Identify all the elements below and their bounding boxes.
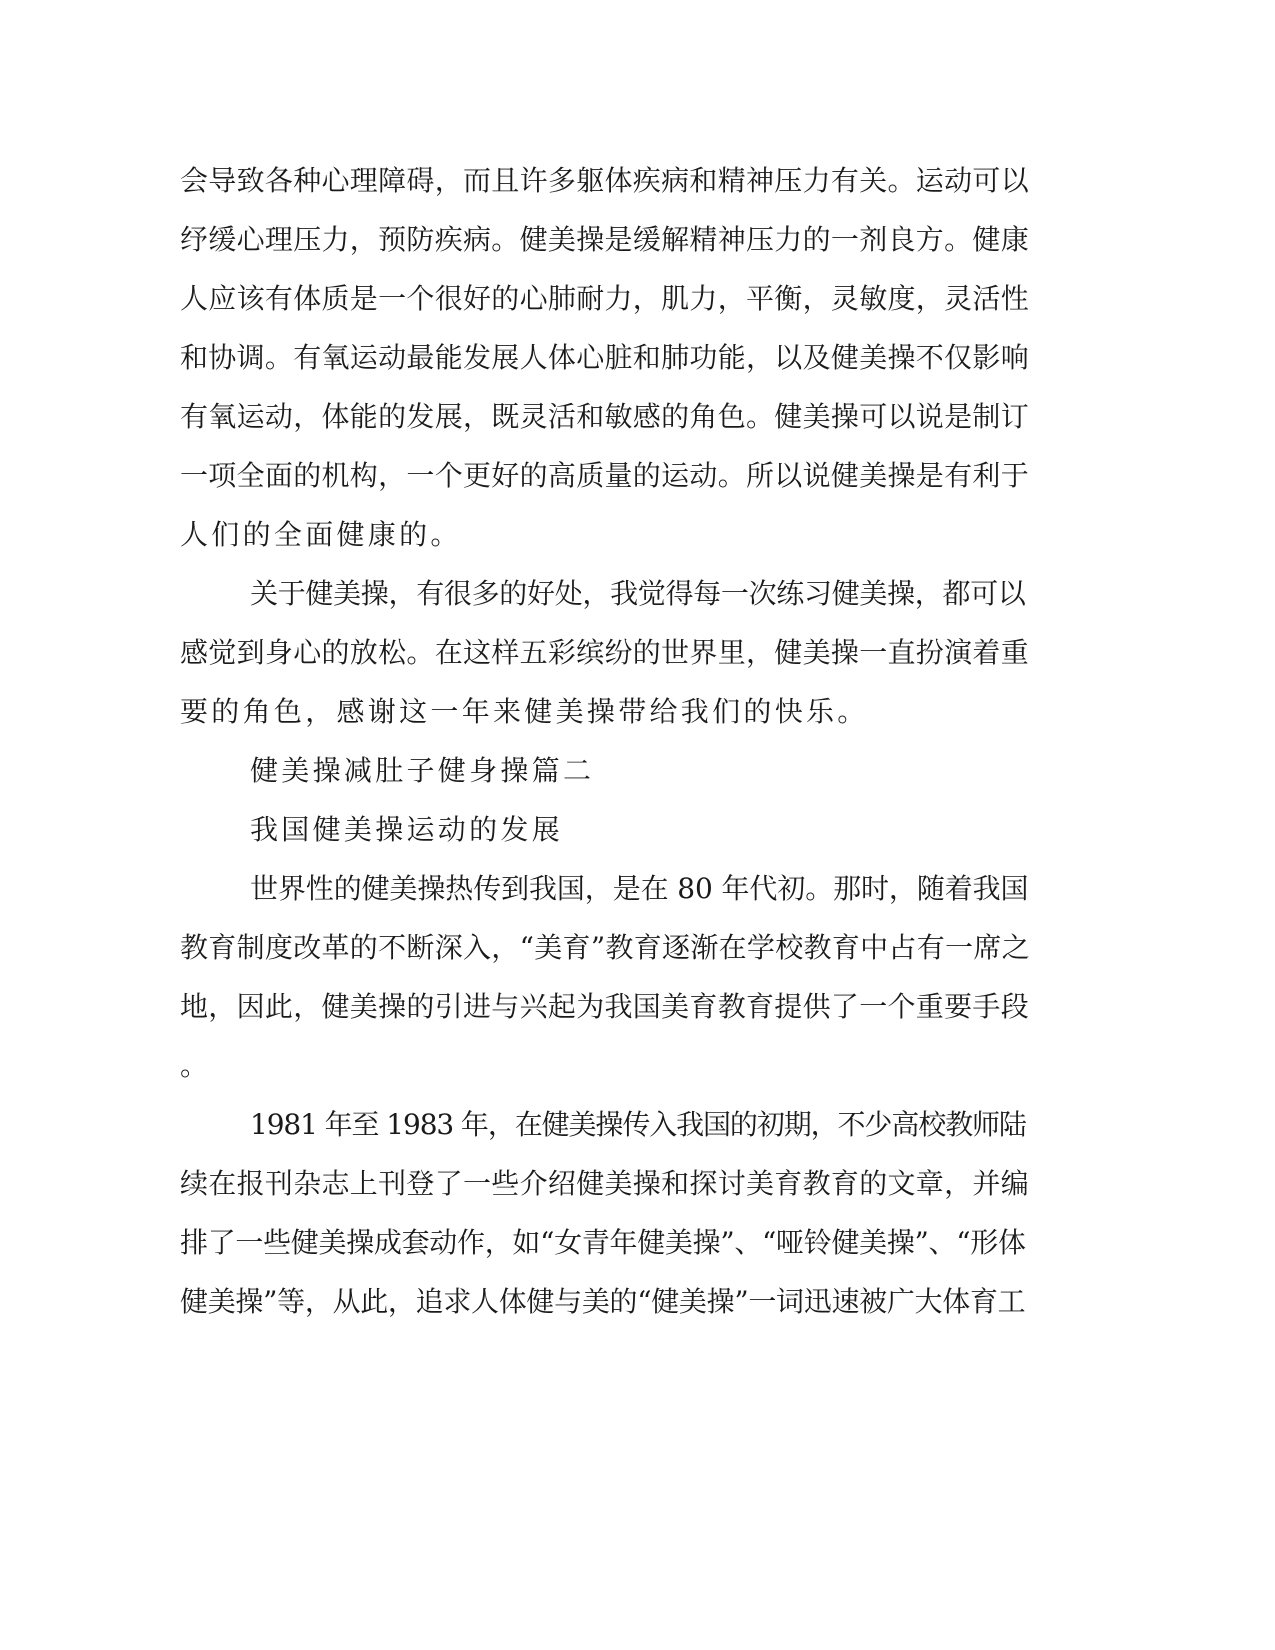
text-line: 人们的全面健康的。 xyxy=(180,518,462,551)
text-line: 关于健美操，有很多的好处，我觉得每一次练习健美操，都可以 xyxy=(250,577,1026,610)
section-heading: 健美操减肚子健身操篇二 xyxy=(250,754,595,787)
text-line: 会导致各种心理障碍，而且许多躯体疾病和精神压力有关。运动可以 xyxy=(180,164,1030,197)
text-line: 续在报刊杂志上刊登了一些介绍健美操和探讨美育教育的文章，并编 xyxy=(180,1167,1030,1200)
text-line: 地，因此，健美操的引进与兴起为我国美育教育提供了一个重要手段 xyxy=(180,990,1030,1023)
text-line: 世界性的健美操热传到我国，是在 80 年代初。那时，随着我国 xyxy=(250,872,1029,905)
section-subheading: 我国健美操运动的发展 xyxy=(250,813,564,846)
text-line: 和协调。有氧运动最能发展人体心脏和肺功能，以及健美操不仅影响 xyxy=(180,341,1030,374)
text-line: 排了一些健美操成套动作，如“女青年健美操”、“哑铃健美操”、“形体 xyxy=(180,1226,1026,1259)
text-line: 感觉到身心的放松。在这样五彩缤纷的世界里，健美操一直扮演着重 xyxy=(180,636,1030,669)
text-line: 健美操”等，从此，追求人体健与美的“健美操”一词迅速被广大体育工 xyxy=(180,1285,1026,1318)
text-line: 有氧运动，体能的发展，既灵活和敏感的角色。健美操可以说是制订 xyxy=(180,400,1030,433)
text-line: 人应该有体质是一个很好的心肺耐力，肌力，平衡，灵敏度，灵活性 xyxy=(180,282,1030,315)
text-line: 纾缓心理压力，预防疾病。健美操是缓解精神压力的一剂良方。健康 xyxy=(180,223,1030,256)
text-line: 一项全面的机构，一个更好的高质量的运动。所以说健美操是有利于 xyxy=(180,459,1030,492)
text-line: 1981 年至 1983 年，在健美操传入我国的初期，不少高校教师陆 xyxy=(250,1108,1026,1141)
text-line: 教育制度改革的不断深入，“美育”教育逐渐在学校教育中占有一席之 xyxy=(180,931,1030,964)
text-line: 要的角色，感谢这一年来健美操带给我们的快乐。 xyxy=(180,695,869,728)
text-line: 。 xyxy=(180,1049,212,1082)
